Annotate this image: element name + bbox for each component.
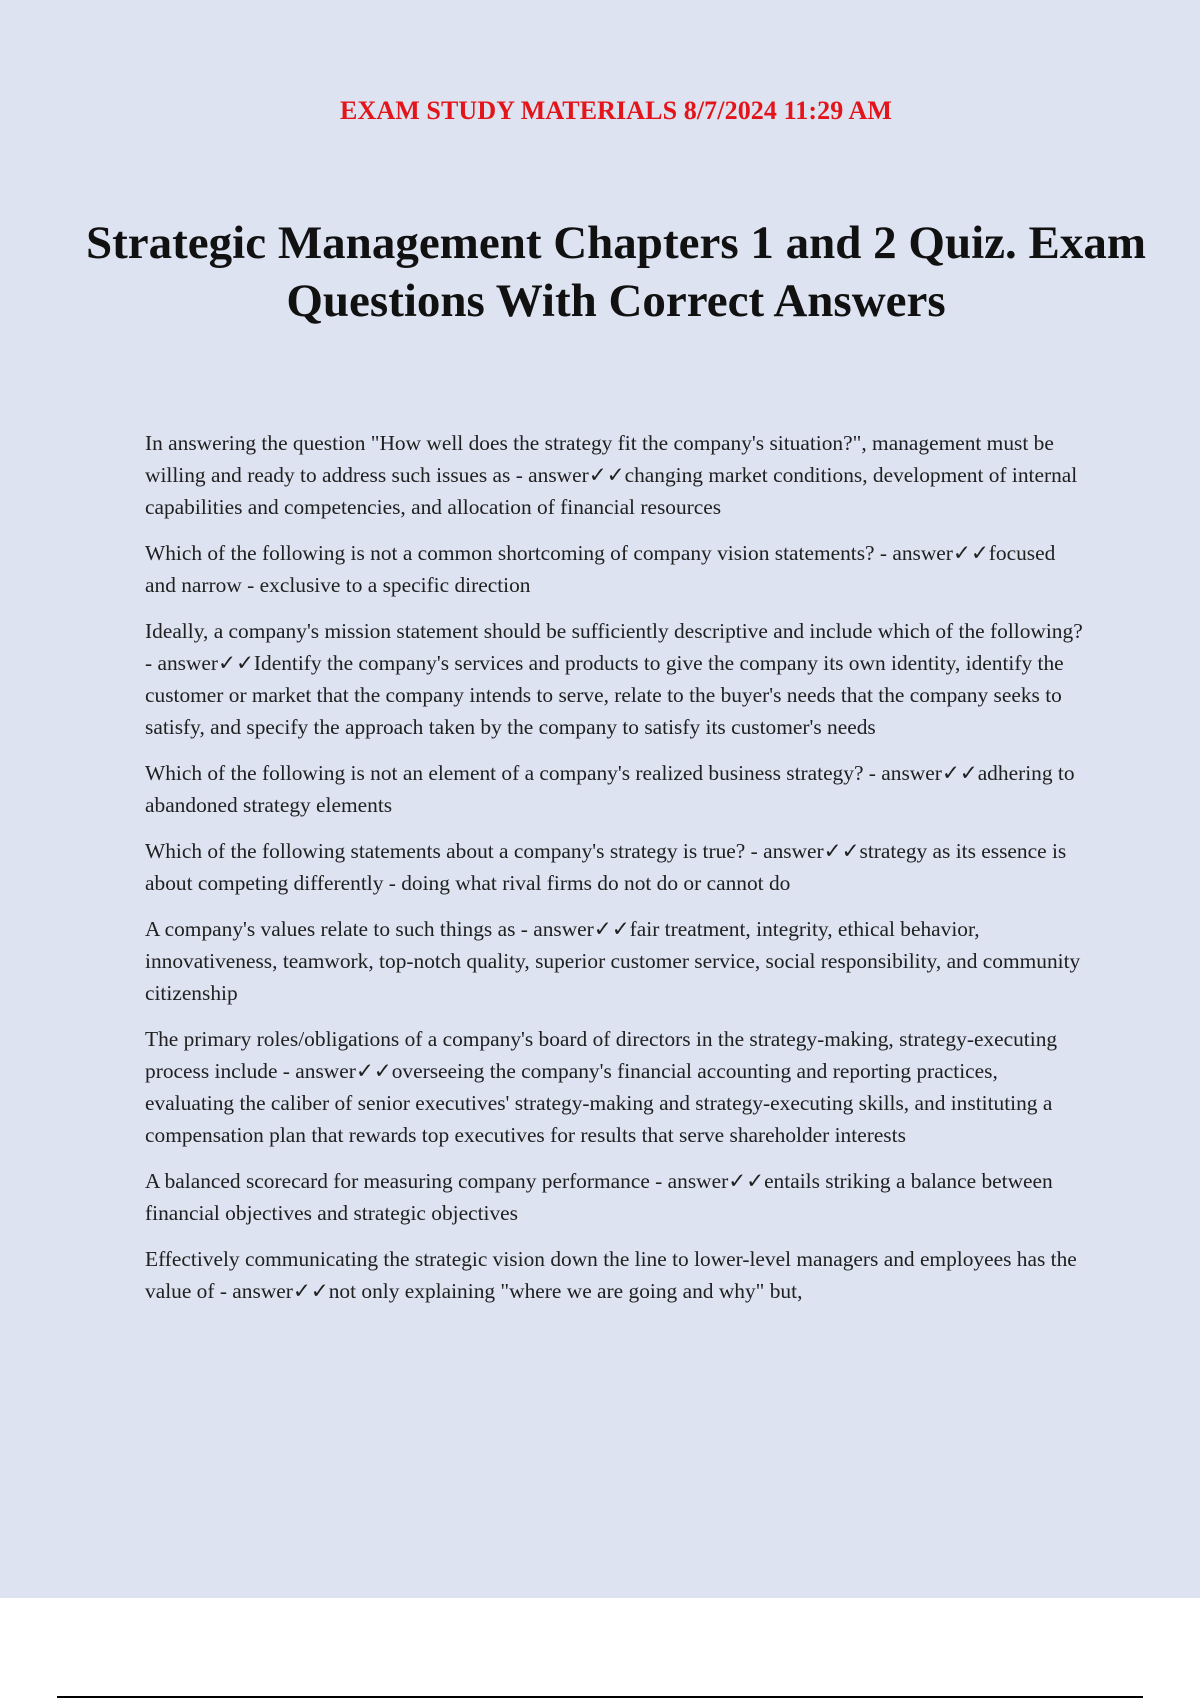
- qa-item: Which of the following statements about a company's strategy is true? - answer✓✓strategy as its essence is about competing differently - doing what rival firms do not do or cannot do: [145, 839, 1067, 895]
- document-title: Strategic Management Chapters 1 and 2 Quiz. Exam Questions With Correct Answers: [85, 217, 1147, 327]
- qa-item: Which of the following is not an element of a company's realized business strategy? - answer✓✓adhering to abandoned strategy elements: [145, 761, 1075, 817]
- qa-item: Ideally, a company's mission statement should be sufficiently descriptive and include which of the following? - answer✓✓Identify the company's services and products to give the company its own identity, identify the customer or market that the company intends to serve, relate to the buyer's needs that the company seeks to satisfy, and specify the approach taken by the company to satisfy its customer's needs: [145, 619, 1083, 739]
- exam-header-banner: EXAM STUDY MATERIALS 8/7/2024 11:29 AM: [340, 96, 892, 125]
- qa-item: In answering the question "How well does the strategy fit the company's situation?", management must be willing and ready to address such issues as - answer✓✓changing market conditions, development of internal capabilities and competencies, and allocation of financial resources: [145, 431, 1078, 519]
- qa-item: Which of the following is not a common shortcoming of company vision statements? - answer✓✓focused and narrow - exclusive to a specific direction: [145, 541, 1056, 597]
- qa-item: A balanced scorecard for measuring company performance - answer✓✓entails striking a balance between financial objectives and strategic objectives: [145, 1169, 1053, 1225]
- question-answer-list: [145, 427, 1090, 1321]
- qa-item: A company's values relate to such things as - answer✓✓fair treatment, integrity, ethical behavior, innovativeness, teamwork, top-notch quality, superior customer service, social responsibility, and community citizenship: [145, 917, 1081, 1005]
- footer-divider: [57, 1696, 1143, 1698]
- qa-item: Effectively communicating the strategic vision down the line to lower-level managers and employees has the value of - answer✓✓not only explaining "where we are going and why" but,: [145, 1247, 1077, 1303]
- qa-item: The primary roles/obligations of a company's board of directors in the strategy-making, strategy-executing process include - answer✓✓overseeing the company's financial accounting and reporting practices, evaluating the caliber of senior executives' strategy-making and strategy-executing skills, and instituting a compensation plan that rewards top executives for results that serve shareholder interests: [145, 1027, 1058, 1147]
